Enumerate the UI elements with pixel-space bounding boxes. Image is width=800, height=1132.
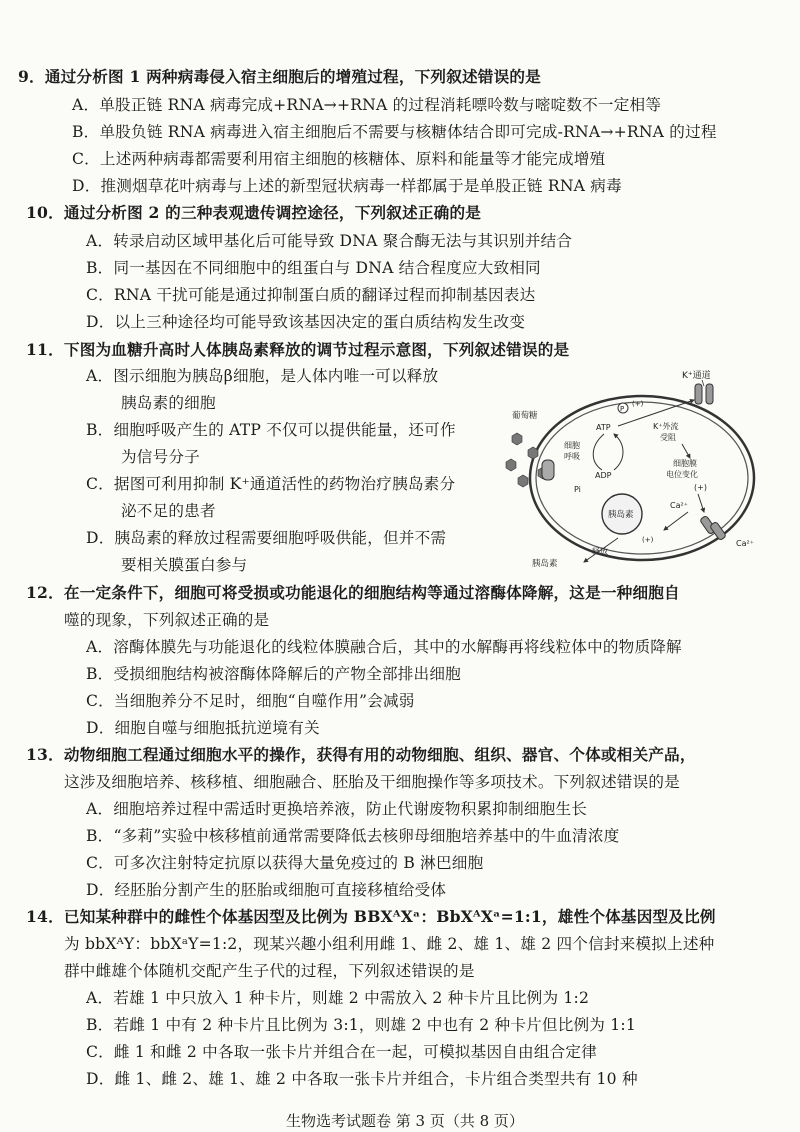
q12-option-c: C．当细胞养分不足时，细胞“自噬作用”会减弱: [86, 692, 415, 710]
ca-out-label: Ca²⁺: [736, 539, 754, 548]
respiration-label-1: 细胞: [564, 441, 580, 450]
q14-option-b: B．若雌 1 中有 2 种卡片且比例为 3:1，则雄 2 中也有 2 种卡片但比例为 1:1: [86, 1016, 636, 1034]
insulin-out-label: 胰岛素: [532, 559, 558, 569]
q9-stem: 9．通过分析图 1 两种病毒侵入宿主细胞后的增殖过程，下列叙述错误的是: [18, 67, 541, 86]
plus-release: (+): [642, 536, 654, 544]
q10-option-c: C．RNA 干扰可能是通过抑制蛋白质的翻译过程而抑制基因表达: [86, 286, 536, 304]
q14-option-d: D．雌 1、雌 2、雄 1、雄 2 中各取一张卡片并组合，卡片组合类型共有 10 种: [86, 1070, 638, 1088]
page-footer: 生物选考试题卷 第 3 页（共 8 页）: [286, 1112, 524, 1130]
k-efflux-label-1: K⁺外流: [653, 422, 679, 431]
q12-option-a: A．溶酶体膜先与功能退化的线粒体膜融合后，其中的水解酶再将线粒体中的物质降解: [86, 638, 682, 656]
plus-top: (+): [632, 400, 644, 408]
q11-option-b-line1: B．细胞呼吸产生的 ATP 不仅可以提供能量，还可作: [86, 421, 456, 439]
q11-stem: 11．下图为血糖升高时人体胰岛素释放的调节过程示意图，下列叙述错误的是: [26, 340, 570, 359]
q11-option-c-line2: 泌不足的患者: [121, 502, 216, 520]
q11-option-a-line1: A．图示细胞为胰岛β细胞，是人体内唯一可以释放: [86, 367, 439, 385]
p-label: P: [620, 405, 625, 413]
q11-option-b-line2: 为信号分子: [121, 448, 200, 466]
q13-option-d: D．经胚胎分割产生的胚胎或细胞可直接移植给受体: [86, 881, 447, 899]
q12-option-b: B．受损细胞结构被溶酶体降解后的产物全部排出细胞: [86, 665, 461, 683]
membrane-label-1: 细胞膜: [673, 459, 697, 468]
insulin-vesicle-label: 胰岛素: [608, 510, 634, 520]
q10-stem: 10．通过分析图 2 的三种表观遗传调控途径，下列叙述正确的是: [26, 203, 482, 222]
q13-option-a: A．细胞培养过程中需适时更换培养液，防止代谢废物积累抑制细胞生长: [86, 800, 588, 818]
ca-in-label: Ca²⁺: [670, 501, 688, 510]
release-label: 释放: [592, 547, 608, 556]
q12-stem-line2: 噬的现象，下列叙述正确的是: [64, 611, 270, 629]
pi-label: Pi: [574, 485, 581, 494]
q14-option-a: A．若雄 1 中只放入 1 种卡片，则雄 2 中需放入 2 种卡片且比例为 1:2: [86, 989, 590, 1007]
atp-label: ATP: [596, 423, 611, 432]
q10-option-a: A．转录启动区域甲基化后可能导致 DNA 聚合酶无法与其识别并结合: [86, 232, 573, 250]
q10-option-b: B．同一基因在不同细胞中的组蛋白与 DNA 结合程度应大致相同: [86, 259, 541, 277]
q9-option-a: A．单股正链 RNA 病毒完成+RNA→+RNA 的过程消耗嘌呤数与嘧啶数不一定相等: [72, 96, 662, 114]
q14-stem-line1: 14．已知某种群中的雌性个体基因型及比例为 BBXᴬXᵃ：BbXᴬXᵃ=1:1，雄性个体基因型及比例: [26, 907, 716, 926]
plus-membrane: (+): [694, 483, 707, 492]
q11-option-d-line1: D．胰岛素的释放过程需要细胞呼吸供能，但并不需: [86, 529, 447, 547]
insulin-release-diagram: [492, 366, 792, 576]
membrane-label-2: 电位变化: [666, 470, 698, 479]
q9-option-d: D．推测烟草花叶病毒与上述的新型冠状病毒一样都属于是单股正链 RNA 病毒: [72, 177, 622, 195]
q14-stem-line3: 群中雌雄个体随机交配产生子代的过程，下列叙述错误的是: [64, 962, 475, 980]
k-channel-icon: [695, 384, 713, 404]
k-efflux-label-2: 受阻: [660, 433, 676, 442]
q14-option-c: C．雌 1 和雌 2 中各取一张卡片并组合在一起，可模拟基因自由组合定律: [86, 1043, 598, 1061]
q11-option-c-line1: C．据图可利用抑制 K⁺通道活性的药物治疗胰岛素分: [86, 475, 456, 493]
adp-label: ADP: [595, 471, 612, 480]
q9-option-c: C．上述两种病毒都需要利用宿主细胞的核糖体、原料和能量等才能完成增殖: [72, 150, 606, 168]
q14-stem-line2: 为 bbXᴬY：bbXᵃY=1:2，现某兴趣小组利用雌 1、雌 2、雄 1、雄 2 四个信封来模拟上述种: [64, 935, 715, 953]
glucose-label: 葡萄糖: [512, 411, 538, 421]
q9-option-b: B．单股负链 RNA 病毒进入宿主细胞后不需要与核糖体结合即可完成-RNA→+RNA 的过程: [72, 123, 717, 141]
q12-option-d: D．细胞自噬与细胞抵抗逆境有关: [86, 719, 320, 737]
glucose-transporter-icon: [542, 460, 554, 480]
k-channel-label: K⁺通道: [682, 371, 711, 381]
q10-option-d: D．以上三种途径均可能导致该基因决定的蛋白质结构发生改变: [86, 313, 526, 331]
q13-option-c: C．可多次注射特定抗原以获得大量免疫过的 B 淋巴细胞: [86, 854, 484, 872]
q13-stem-line2: 这涉及细胞培养、核移植、细胞融合、胚胎及干细胞操作等多项技术。下列叙述错误的是: [64, 773, 680, 791]
respiration-label-2: 呼吸: [564, 452, 580, 461]
q13-option-b: B．“多莉”实验中核移植前通常需要降低去核卵母细胞培养基中的牛血清浓度: [86, 827, 620, 845]
q12-stem-line1: 12．在一定条件下，细胞可将受损或功能退化的细胞结构等通过溶酶体降解，这是一种细胞自: [26, 583, 680, 602]
q11-option-a-line2: 胰岛素的细胞: [121, 394, 216, 412]
q13-stem-line1: 13．动物细胞工程通过细胞水平的操作，获得有用的动物细胞、组织、器官、个体或相关产品，: [26, 745, 696, 764]
atp-adp-cycle: [593, 434, 604, 470]
q11-option-d-line2: 要相关膜蛋白参与: [121, 556, 248, 574]
